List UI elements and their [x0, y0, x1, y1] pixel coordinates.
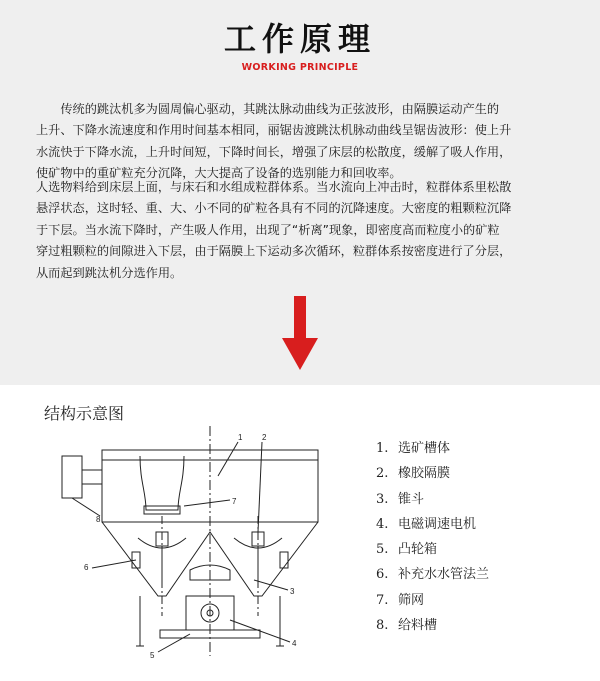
down-arrow-head	[282, 338, 318, 370]
legend-number: 4.	[376, 516, 389, 532]
diagram-callouts	[84, 433, 297, 660]
paragraph-line: 传统的跳汰机多为圆周偏心驱动，其跳汰脉动曲线为正弦波形，由隔膜运动产生的	[36, 102, 500, 116]
paragraph-2	[36, 177, 566, 284]
paragraph-line: 人选物料给到床层上面，与床石和水组成粒群体系。当水流向上冲击时，粒群体系里松散	[36, 180, 512, 194]
callout-2: 2	[262, 433, 267, 442]
legend-number: 1.	[376, 441, 389, 456]
water-flange-right	[280, 552, 288, 568]
legend-number: 7.	[376, 592, 389, 608]
legend-label: 橡胶隔膜	[398, 466, 451, 482]
paragraph-line: 悬浮状态，这时轻、重、大、小不同的矿粒各具有不同的沉降速度。大密度的粗颗粒沉降	[36, 201, 512, 216]
legend-item	[376, 513, 489, 538]
legend-item	[376, 488, 489, 513]
legend-item	[376, 437, 489, 462]
legend-item	[376, 563, 489, 588]
legend-item	[376, 614, 489, 639]
legend-label: 选矿槽体	[398, 441, 451, 456]
callout-1: 1	[238, 433, 243, 442]
diagram-title: 结构示意图	[44, 404, 125, 423]
page-title: 工作原理	[223, 20, 376, 58]
callout-7: 7	[232, 497, 237, 506]
legend-number: 6.	[376, 567, 389, 583]
paragraph-line: 从而起到跳汰机分选作用。	[36, 265, 183, 280]
legend-label: 给料槽	[398, 618, 438, 634]
page-subtitle: WORKING PRINCIPLE	[241, 62, 359, 73]
paragraph-1	[36, 99, 566, 185]
legend-label: 补充水水管法兰	[398, 567, 490, 583]
legend-number: 5.	[376, 542, 389, 558]
structure-diagram	[40, 420, 330, 672]
legend-item	[376, 538, 489, 563]
legend-label: 电磁调速电机	[398, 516, 477, 532]
callout-3: 3	[290, 587, 295, 596]
legend-number: 2.	[376, 466, 389, 482]
legend-label: 锥斗	[398, 491, 425, 507]
paragraph-line: 上升、下降水流速度和作用时间基本相同，丽锯齿渡跳汰机脉动曲线呈锯齿波形：使上升	[36, 123, 512, 138]
callout-5: 5	[150, 651, 155, 660]
legend-label: 凸轮箱	[398, 542, 438, 558]
legend-item	[376, 589, 489, 614]
legend-list	[376, 437, 489, 639]
paragraph-line: 水流快于下降水流，上升时间短，下降时间长，增强了床层的松散度，缓解了吸人作用，	[36, 144, 512, 159]
feed-trough	[62, 456, 82, 498]
down-arrow-icon	[281, 296, 319, 372]
legend-item	[376, 462, 489, 487]
machine-drawing	[62, 426, 318, 656]
down-arrow-shaft	[294, 296, 306, 340]
sieve-column	[140, 456, 184, 510]
paragraph-line: 穿过粗颗粒的间隙进入下层，由于隔膜上下运动多次循环，粒群体系按密度进行了分层，	[36, 244, 512, 259]
paragraph-line: 于下层。当水流下降时，产生吸人作用，出现了“析离”现象，即密度高而粒度小的矿粒	[36, 222, 500, 237]
legend-number: 3.	[376, 491, 389, 507]
callout-4: 4	[292, 639, 297, 648]
callout-8: 8	[96, 515, 101, 524]
legend-number: 8.	[376, 618, 389, 634]
paragraph-line: 使矿物中的重矿粒充分沉降，大大提高了设备的选别能力和回收率。	[36, 166, 402, 181]
legend-label: 筛网	[398, 592, 425, 608]
callout-6: 6	[84, 563, 89, 572]
